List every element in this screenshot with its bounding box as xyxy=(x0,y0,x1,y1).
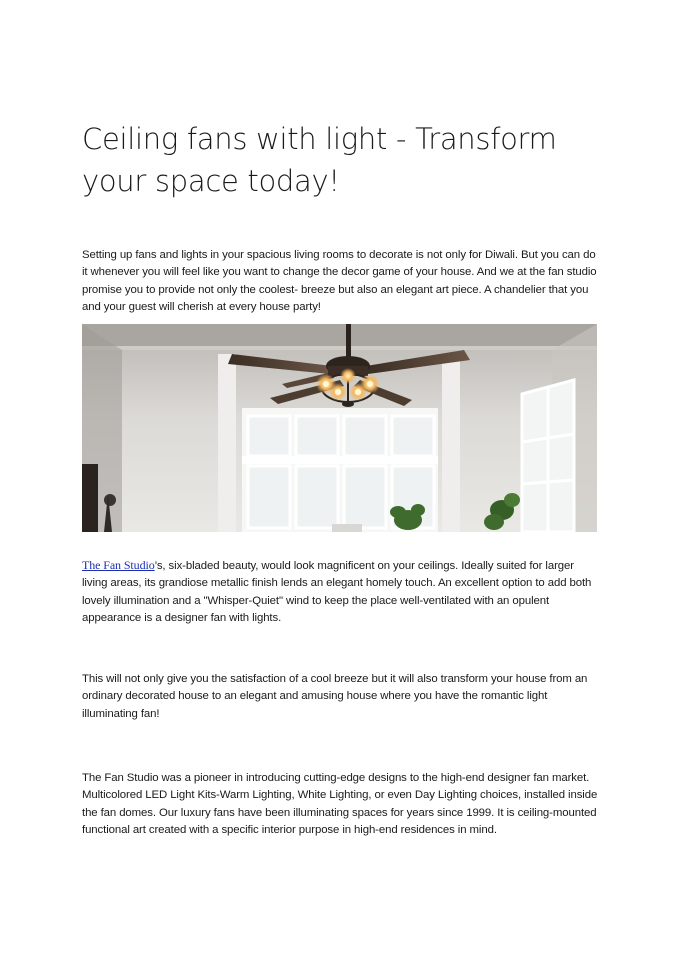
page-title: Ceiling fans with light - Transform your space today! xyxy=(82,122,557,198)
product-paragraph xyxy=(82,557,602,627)
history-paragraph: The Fan Studio was a pioneer in introducing cutting-edge designs to the high-end designer fan market. Multicolored LED Light Kits-Warm Lighting, White Lighting, or even Day Lighting choices, installed inside the fan domes. Our luxury fans have been illuminating spaces for years since 1999. It is ceiling-mounted functional art created with a specific interior purpose in high-end residences in mind. xyxy=(82,772,598,836)
benefit-paragraph: This will not only give you the satisfaction of a cool breeze but it will also transform your house from an ordinary decorated house to an elegant and amusing house where you have the romantic light illuminating fan! xyxy=(82,673,588,720)
product-paragraph-text: ’s, six-bladed beauty, would look magnificent on your ceilings. Ideally suited for larger living areas, its grandiose metallic finish lends an elegant homely touch. An excellent option to add both lovely illumination and a "Whisper-Quiet" wind to keep the place well-ventilated with an opulent appearance is a designer fan with lights. xyxy=(82,560,592,624)
ceiling-fan-photo xyxy=(82,324,597,532)
the-fan-studio-link[interactable]: The Fan Studio xyxy=(82,558,155,572)
intro-paragraph: Setting up fans and lights in your spacious living rooms to decorate is not only for Diwali. But you can do it whenever you will feel like you want to change the decor game of your house. And we at the fan studio promise you to provide not only the coolest- breeze but also an elegant art piece. A chandelier that you and your guest will cherish at every house party! xyxy=(82,249,597,313)
